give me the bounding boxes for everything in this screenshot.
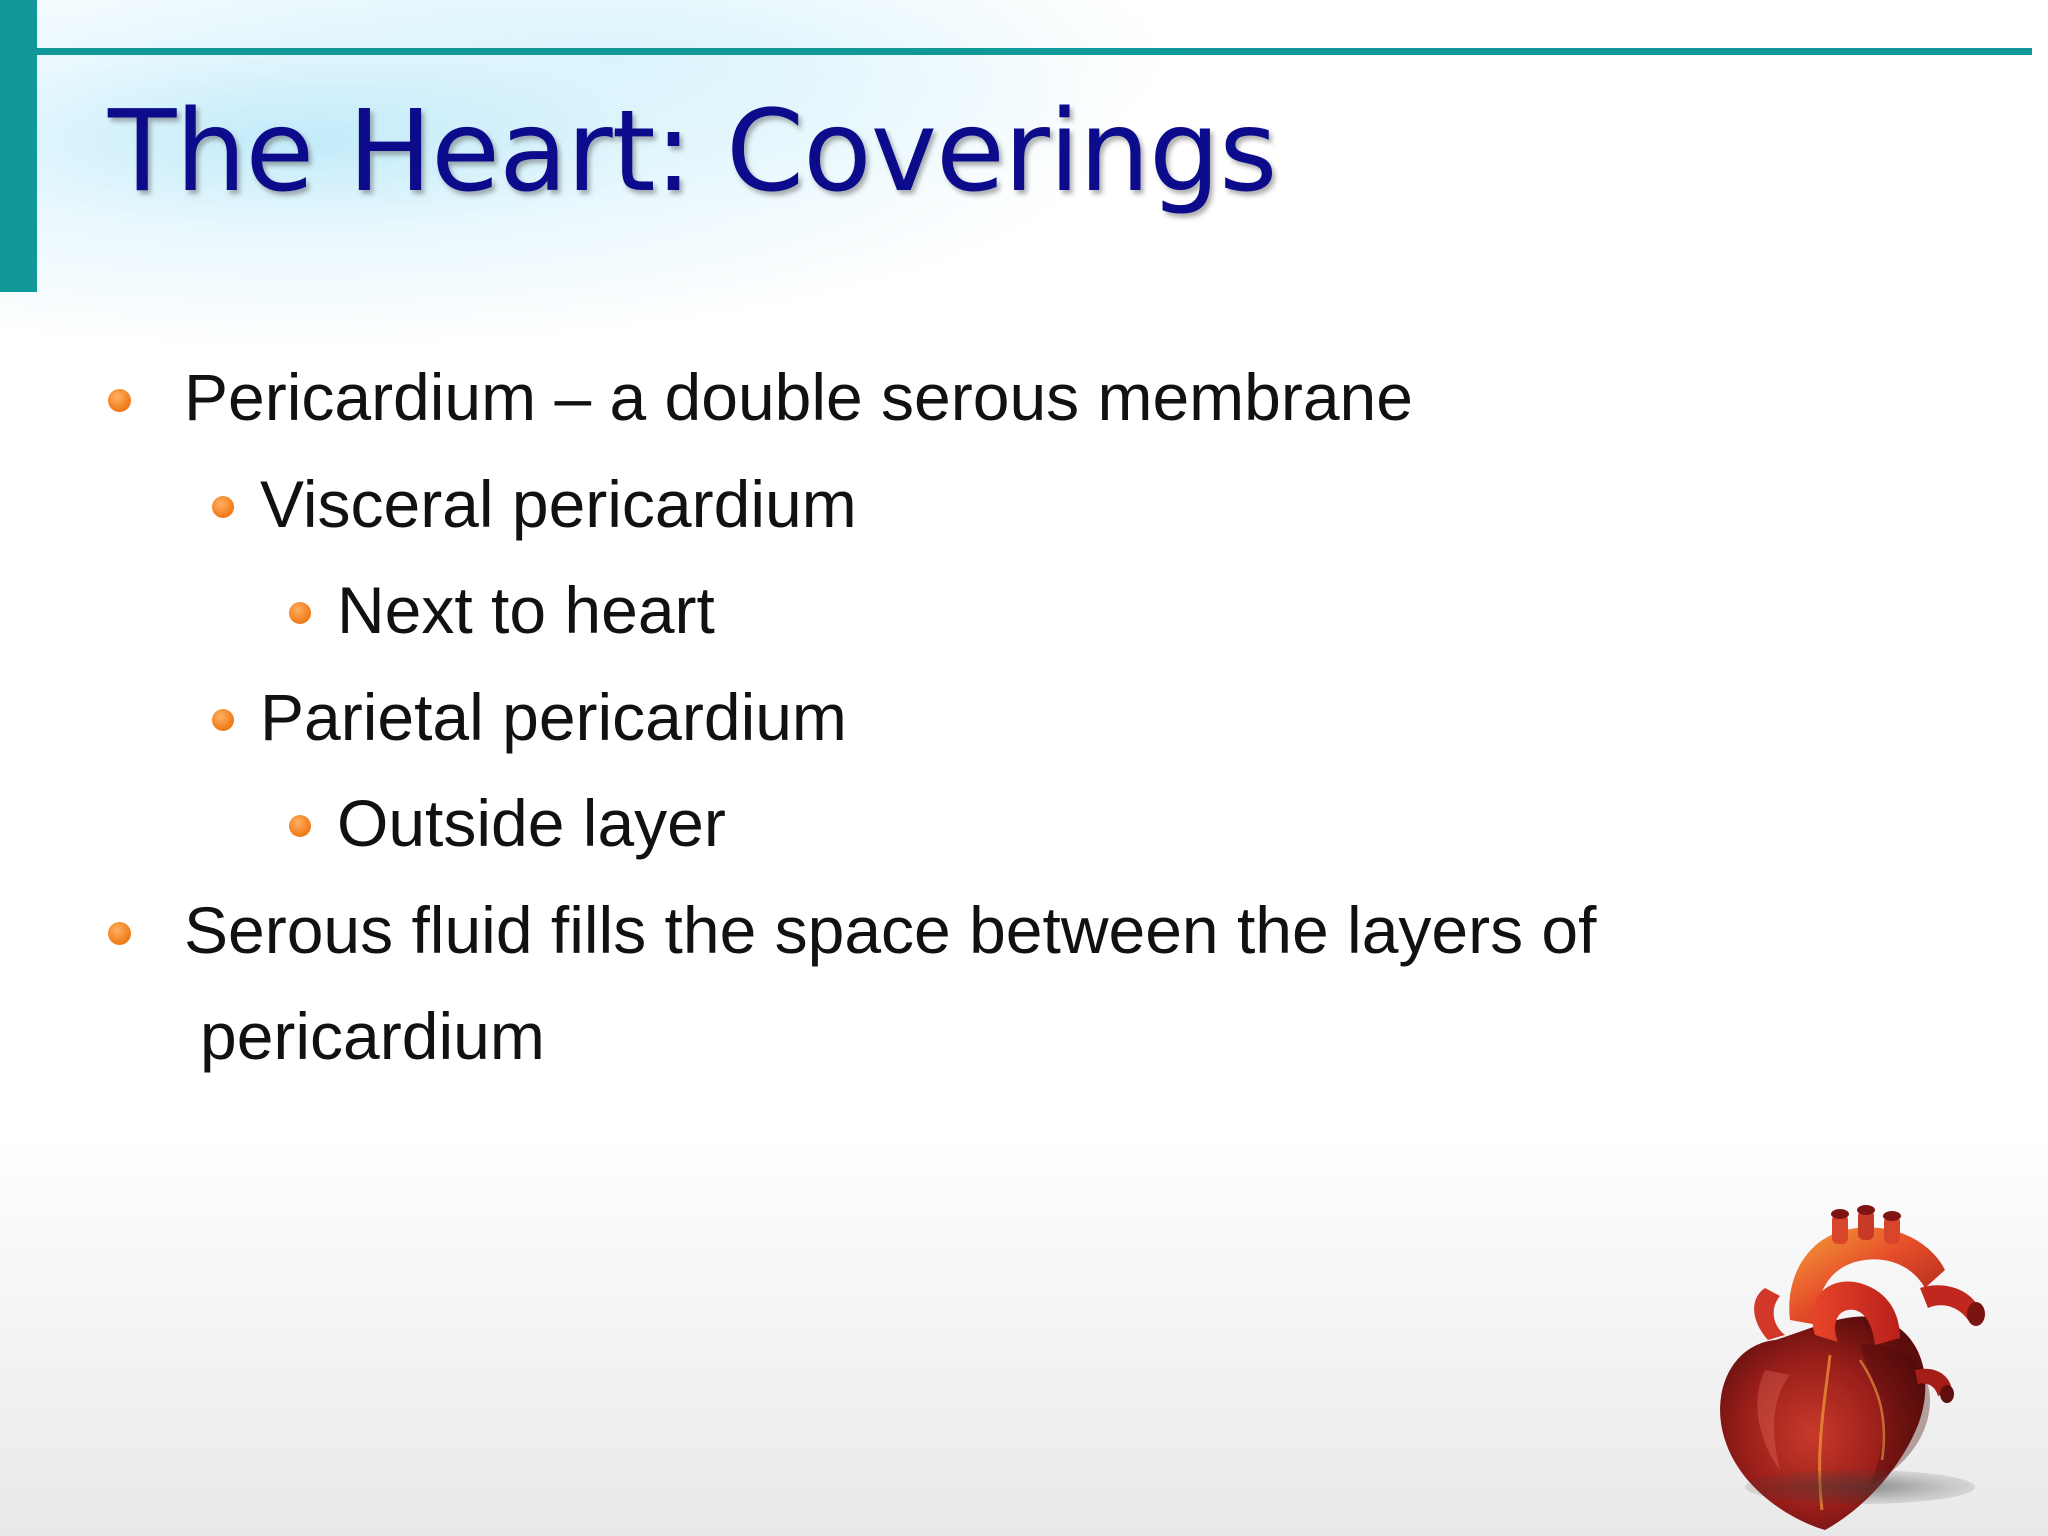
bullet-dot-icon [212, 496, 234, 518]
bullet-text: Pericardium – a double serous membrane [184, 360, 1413, 434]
bullet-text: Outside layer [337, 786, 726, 860]
heart-illustration [1600, 1170, 2048, 1536]
bullet-dot-icon [289, 602, 311, 624]
bullet-text: pericardium [200, 999, 545, 1073]
bullet-dot-icon [212, 709, 234, 731]
bullet-text: Parietal pericardium [260, 680, 847, 754]
bullet-dot-icon [108, 389, 131, 412]
bullet-text: Serous fluid fills the space between the layers of [184, 893, 1597, 967]
slide-title: The Heart: Coverings [108, 87, 1277, 217]
bullet-text: Visceral pericardium [260, 467, 857, 541]
heart-shadow [1745, 1470, 1975, 1504]
bullet-dot-icon [289, 815, 311, 837]
bullet-text: Next to heart [337, 573, 715, 647]
bullet-dot-icon [108, 922, 131, 945]
